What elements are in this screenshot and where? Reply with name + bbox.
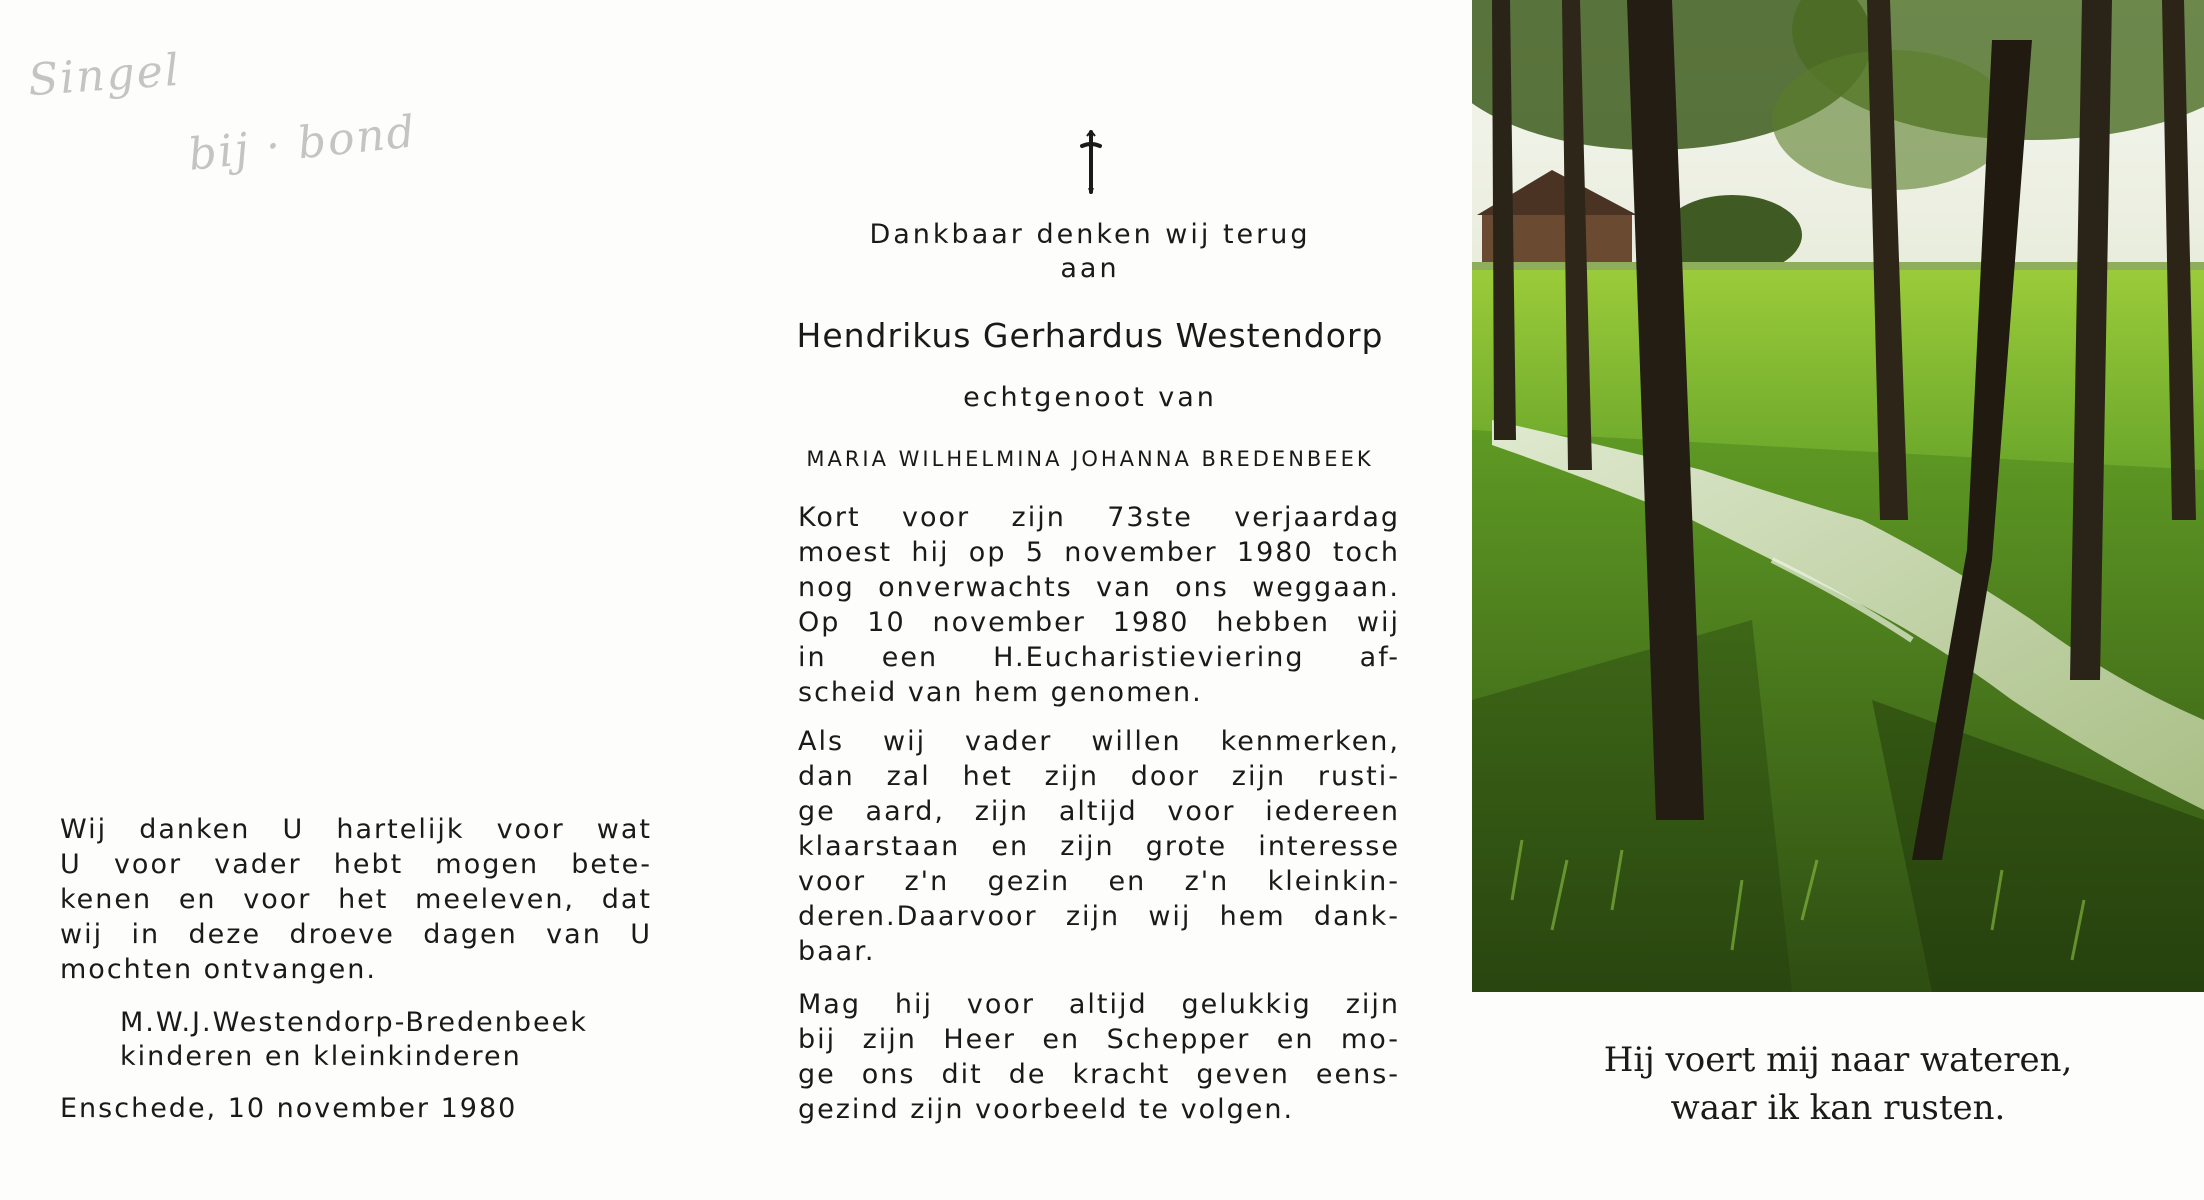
paragraph-line: ge aard, zijn altijd voor iedereen (798, 796, 1400, 827)
intro-text (760, 218, 1420, 286)
paragraph-wish (798, 987, 1400, 1127)
paragraph-line: moest hij op 5 november 1980 toch (798, 537, 1400, 568)
paragraph-line: Mag hij voor altijd gelukkig zijn (798, 989, 1400, 1020)
paragraph-line: gezind zijn voorbeeld te volgen. (798, 1094, 1295, 1125)
paragraph-line: nog onverwachts van ons weggaan. (798, 572, 1400, 603)
cross-icon (1079, 130, 1103, 194)
spouse-name: MARIA WILHELMINA JOHANNA BREDENBEEK (806, 447, 1374, 471)
paragraph-line: Als wij vader willen kenmerken, (798, 726, 1400, 757)
thanks-paragraph (60, 812, 652, 987)
psalm-line1: Hij voert mij naar wateren, (1603, 1040, 2073, 1080)
paragraph-line: ge ons dit de kracht geven eens- (798, 1059, 1400, 1090)
intro-line1: Dankbaar denken wij terug (869, 219, 1311, 250)
spouse-label: echtgenoot van (963, 382, 1217, 413)
psalm-quote (1472, 1036, 2204, 1132)
paragraph-line: baar. (798, 936, 876, 967)
deceased-name: Hendrikus Gerhardus Westendorp (796, 316, 1384, 355)
signature-family: kinderen en kleinkinderen (120, 1041, 522, 1072)
paragraph-line: klaarstaan en zijn grote interesse (798, 831, 1400, 862)
landscape-photo (1472, 0, 2204, 992)
paragraph-line: bij zijn Heer en Schepper en mo- (798, 1024, 1400, 1055)
signature-block (120, 1006, 588, 1074)
pencil-note-line2: bij · bond (185, 106, 420, 181)
paragraph-line: in een H.Eucharistieviering af- (798, 642, 1400, 673)
thanks-line: Wij danken U hartelijk voor wat (60, 814, 652, 845)
thanks-line: mochten ontvangen. (60, 954, 377, 985)
paragraph-character (798, 724, 1400, 969)
paragraph-line: scheid van hem genomen. (798, 677, 1203, 708)
intro-line2: aan (1060, 253, 1120, 284)
thanks-line: kenen en voor het meeleven, dat (60, 884, 652, 915)
paragraph-passing (798, 500, 1400, 710)
paragraph-line: Kort voor zijn 73ste verjaardag (798, 502, 1400, 533)
thanks-line: U voor vader hebt mogen bete- (60, 849, 652, 880)
signature-name: M.W.J.Westendorp-Bredenbeek (120, 1007, 588, 1038)
psalm-line2: waar ik kan rusten. (1670, 1088, 2006, 1128)
paragraph-line: dan zal het zijn door zijn rusti- (798, 761, 1400, 792)
thanks-line: wij in deze droeve dagen van U (60, 919, 652, 950)
pencil-note-line1: Singel (26, 44, 183, 107)
place-date: Enschede, 10 november 1980 (60, 1093, 518, 1124)
paragraph-line: deren.Daarvoor zijn wij hem dank- (798, 901, 1400, 932)
paragraph-line: Op 10 november 1980 hebben wij (798, 607, 1400, 638)
landscape-photo-icon (1472, 0, 2204, 992)
paragraph-line: voor z'n gezin en z'n kleinkin- (798, 866, 1400, 897)
